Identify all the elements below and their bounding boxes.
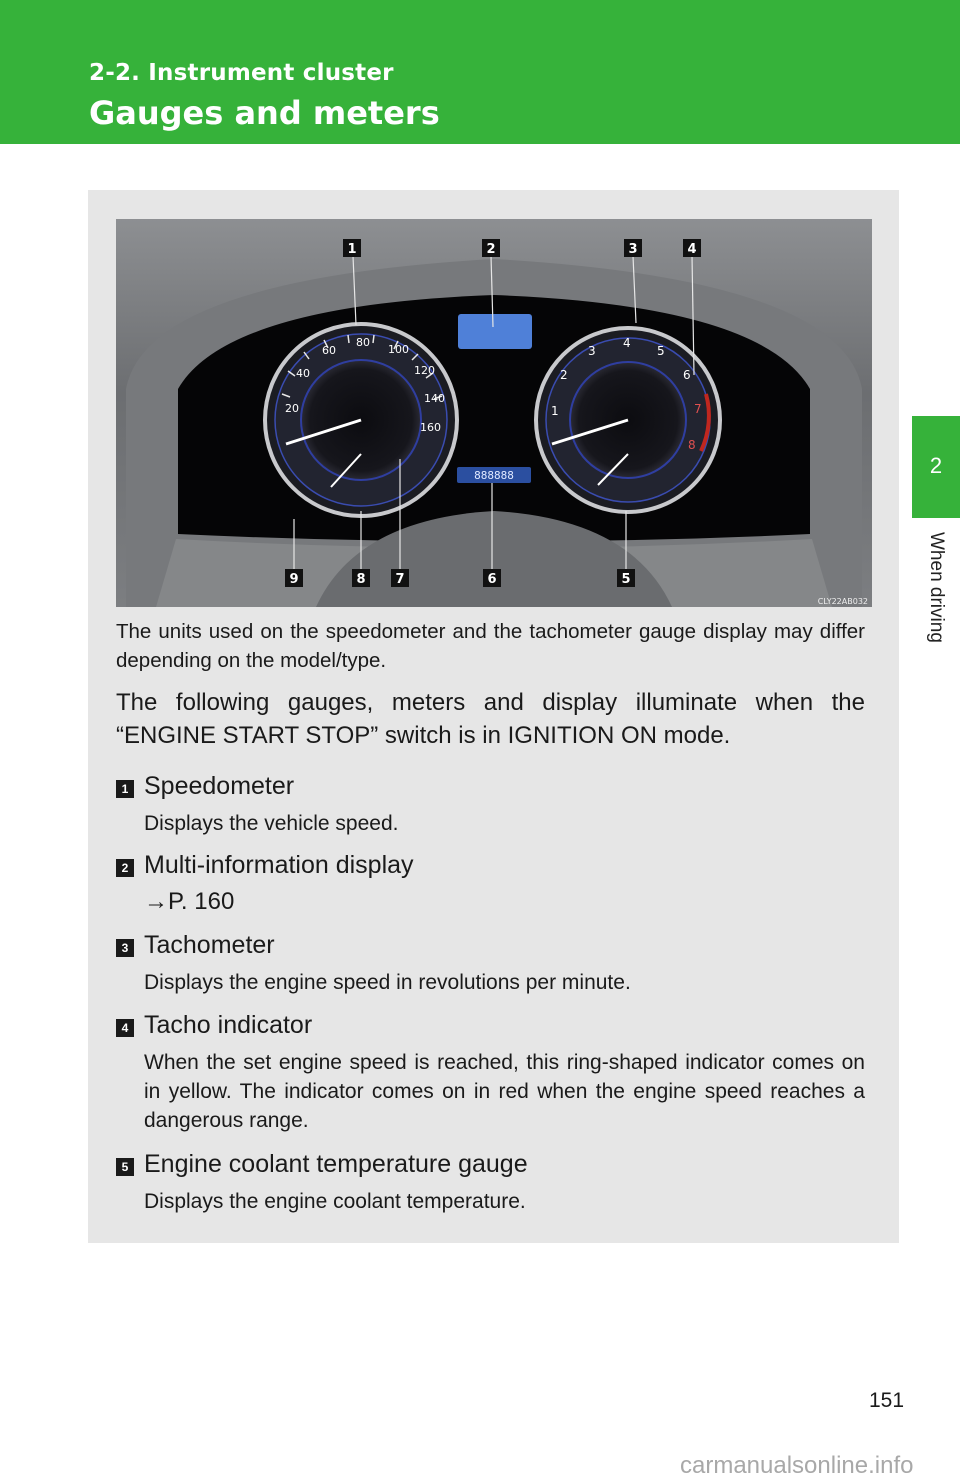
tacho-tick-label: 5 (657, 344, 665, 358)
intro-paragraph: The following gauges, meters and display illuminate when the “ENGINE START STOP” switch is in IGNITION ON mode. (116, 689, 865, 749)
item-description: Displays the engine speed in revolutions per minute. (144, 971, 631, 994)
units-note: The units used on the speedometer and the tachometer gauge display may differ depending on the model/type. (116, 620, 865, 672)
tacho-tick-label: 7 (694, 402, 702, 416)
chapter-tab[interactable]: 2 (912, 416, 960, 518)
tacho-tick-label: 1 (551, 404, 559, 418)
callout-label: 4 (687, 242, 697, 257)
item-number-badge: 4 (116, 1019, 134, 1037)
speedo-tick-label: 160 (420, 421, 441, 434)
item-number-badge: 3 (116, 939, 134, 957)
multi-information-display (458, 314, 532, 349)
tacho-tick-label: 8 (688, 438, 696, 452)
page-number: 151 (869, 1389, 905, 1412)
callout-label: 5 (621, 572, 631, 587)
speedo-tick-label: 100 (388, 343, 409, 356)
item-description: When the set engine speed is reached, this ring-shaped indicator comes on in yellow. The indicator comes on in red when the engine speed reaches a dangerous range. (144, 1051, 865, 1132)
section-heading: 2-2. Instrument cluster (89, 60, 394, 86)
speedo-tick-label: 60 (322, 344, 336, 357)
page-header (0, 0, 960, 144)
speedo-tick-label: 120 (414, 364, 435, 377)
speedo-tick-label: 20 (285, 402, 299, 415)
tacho-tick-label: 4 (623, 336, 631, 350)
item-title: Engine coolant temperature gauge (144, 1150, 528, 1178)
tacho-tick-label: 2 (560, 368, 568, 382)
odometer-reading: 888888 (474, 469, 514, 482)
speedo-tick-label: 140 (424, 392, 445, 405)
chapter-label: When driving (926, 532, 947, 643)
item-description: Displays the engine coolant temperature. (144, 1190, 526, 1213)
item-title: Tachometer (144, 931, 275, 959)
callout-label: 9 (289, 572, 299, 587)
callout-label: 6 (487, 572, 497, 587)
item-description: Displays the vehicle speed. (144, 812, 399, 835)
speedo-tick-label: 40 (296, 367, 310, 380)
tachometer-gauge (536, 328, 720, 512)
item-number-badge: 5 (116, 1158, 134, 1176)
callout-label: 7 (395, 572, 405, 587)
page-title: Gauges and meters (89, 94, 440, 132)
tacho-tick-label: 3 (588, 344, 596, 358)
tacho-tick-label: 6 (683, 368, 691, 382)
speedo-tick-label: 80 (356, 336, 370, 349)
page-reference-link[interactable]: →P. 160 (144, 888, 235, 915)
item-number-badge: 1 (116, 780, 134, 798)
speedometer-gauge (265, 324, 457, 516)
callout-label: 3 (628, 242, 638, 257)
item-title: Tacho indicator (144, 1011, 313, 1039)
item-title: Speedometer (144, 772, 295, 800)
callout-label: 8 (356, 572, 366, 587)
image-code: CLY22AB032 (817, 597, 868, 606)
item-number-badge: 2 (116, 859, 134, 877)
watermark: carmanualsonline.info (680, 1452, 914, 1479)
item-title: Multi-information display (144, 851, 414, 879)
instrument-cluster-figure (116, 219, 872, 607)
callout-label: 1 (347, 242, 357, 257)
callout-label: 2 (486, 242, 496, 257)
